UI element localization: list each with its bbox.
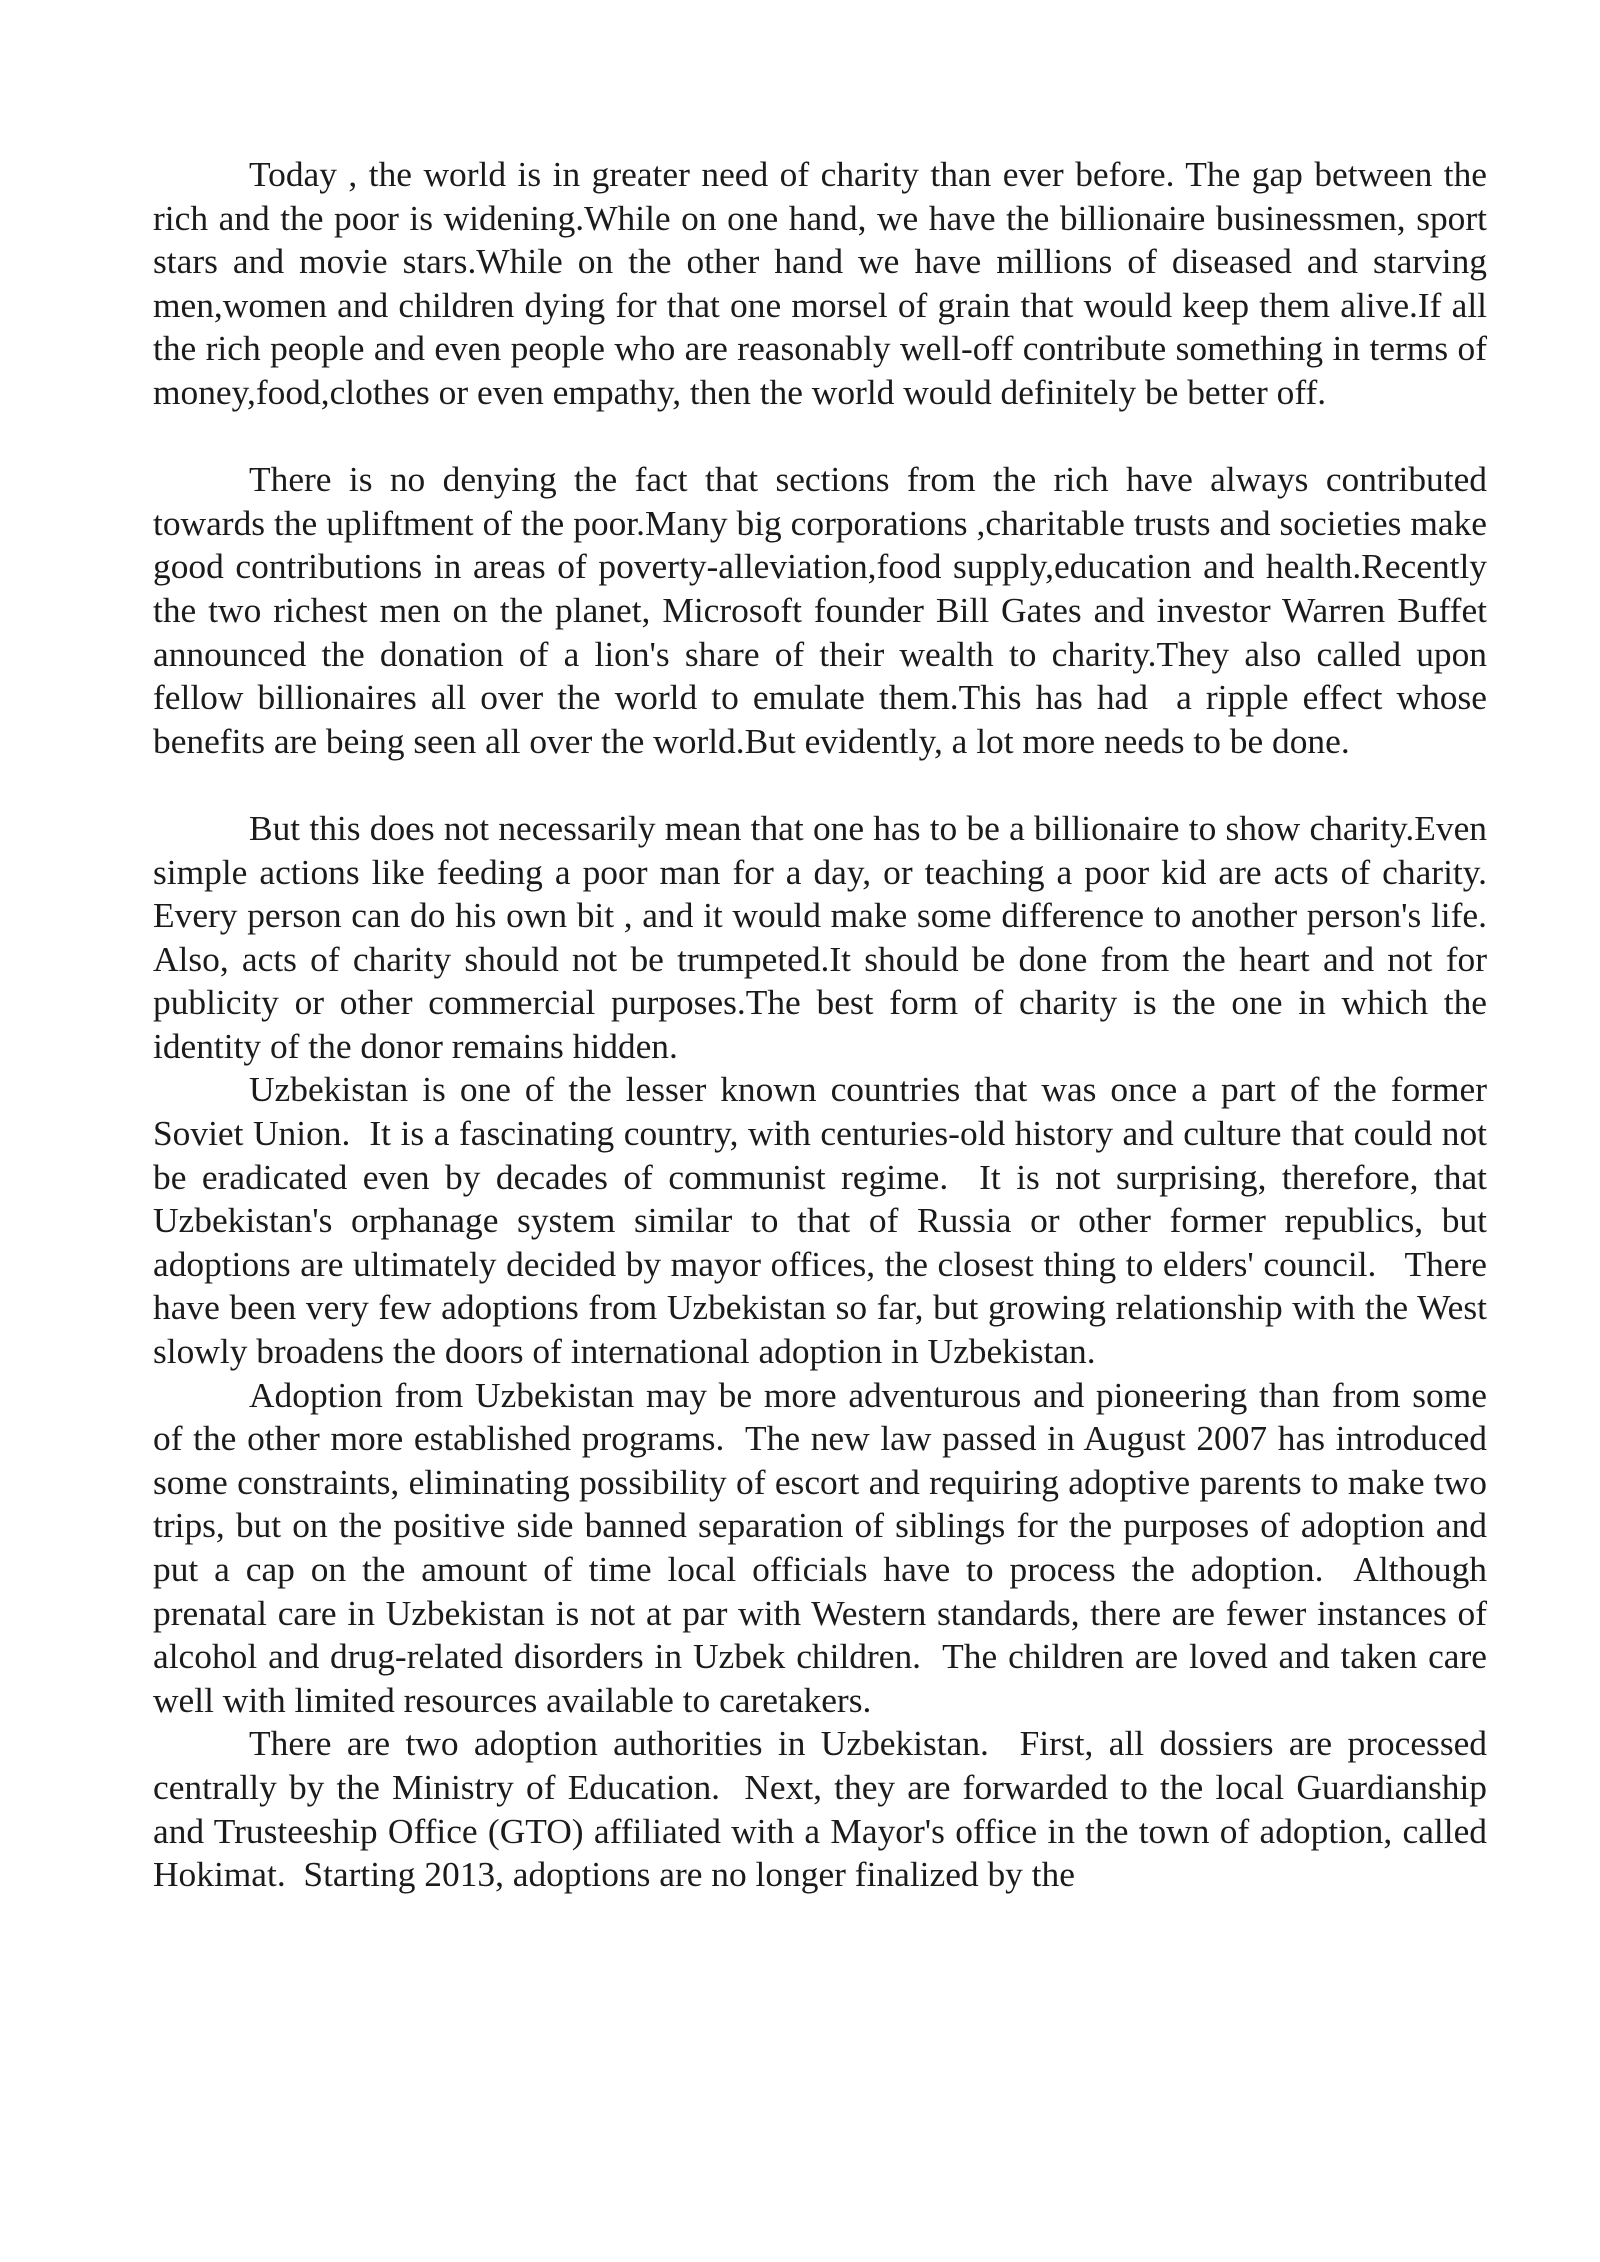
- paragraph-simple-charity: But this does not necessarily mean that one has to be a billionaire to show charity.Even simple actions like feeding a poor man for a day, or teaching a poor kid are acts of charity. Every person can do his own bit , and it would make some difference to another person's life. Also, acts of charity should not be trumpeted.It should be done from the heart and not for publicity or other commercial purposes.The best form of charity is the one in which the identity of the donor remains hidden.: [153, 807, 1496, 1066]
- paragraph-uzbekistan-intro: Uzbekistan is one of the lesser known countries that was once a part of the former Soviet Union. It is a fascinating country, with centuries-old history and culture that could not be eradicated even by decades of communist regime. It is not surprising, therefore, that Uzbekistan's orphanage system similar to that of Russia or other former republics, but adoptions are ultimately decided by mayor offices, the closest thing to elders' council. There have been very few adoptions from Uzbekistan so far, but growing relationship with the West slowly broadens the doors of international adoption in Uzbekistan.: [153, 1069, 1496, 1372]
- document-body: [153, 153, 1496, 1897]
- paragraph-adoption-authorities: There are two adoption authorities in Uzbekistan. First, all dossiers are processed centrally by the Ministry of Education. Next, they are forwarded to the local Guardianship and Trusteeship Office (GTO) affiliated with a Mayor's office in the town of adoption, called Hokimat. Starting 2013, adoptions are no longer finalized by the: [153, 1723, 1496, 1895]
- paragraph-uzbekistan-adoption: Adoption from Uzbekistan may be more adventurous and pioneering than from some of the other more established programs. The new law passed in August 2007 has introduced some constraints, eliminating possibility of escort and requiring adoptive parents to make two trips, but on the positive side banned separation of siblings for the purposes of adoption and put a cap on the amount of time local officials have to process the adoption. Although prenatal care in Uzbekistan is not at par with Western standards, there are fewer instances of alcohol and drug-related disorders in Uzbek children. The children are loved and taken care well with limited resources available to caretakers.: [153, 1374, 1496, 1720]
- paragraph-rich-contributions: There is no denying the fact that sections from the rich have always contributed towards the upliftment of the poor.Many big corporations ,charitable trusts and societies make good contributions in areas of poverty-alleviation,food supply,education and health.Recently the two richest men on the planet, Microsoft founder Bill Gates and investor Warren Buffet announced the donation of a lion's share of their wealth to charity.They also called upon fellow billionaires all over the world to emulate them.This has had a ripple effect whose benefits are being seen all over the world.But evidently, a lot more needs to be done.: [153, 459, 1496, 761]
- paragraph-charity-need: Today , the world is in greater need of charity than ever before. The gap between the rich and the poor is widening.While on one hand, we have the billionaire businessmen, sport stars and movie stars.While on the other hand we have millions of diseased and starving men,women and children dying for that one morsel of grain that would keep them alive.If all the rich people and even people who are reasonably well-off contribute something in terms of money,food,clothes or even empathy, then the world would definitely be better off.: [153, 154, 1496, 412]
